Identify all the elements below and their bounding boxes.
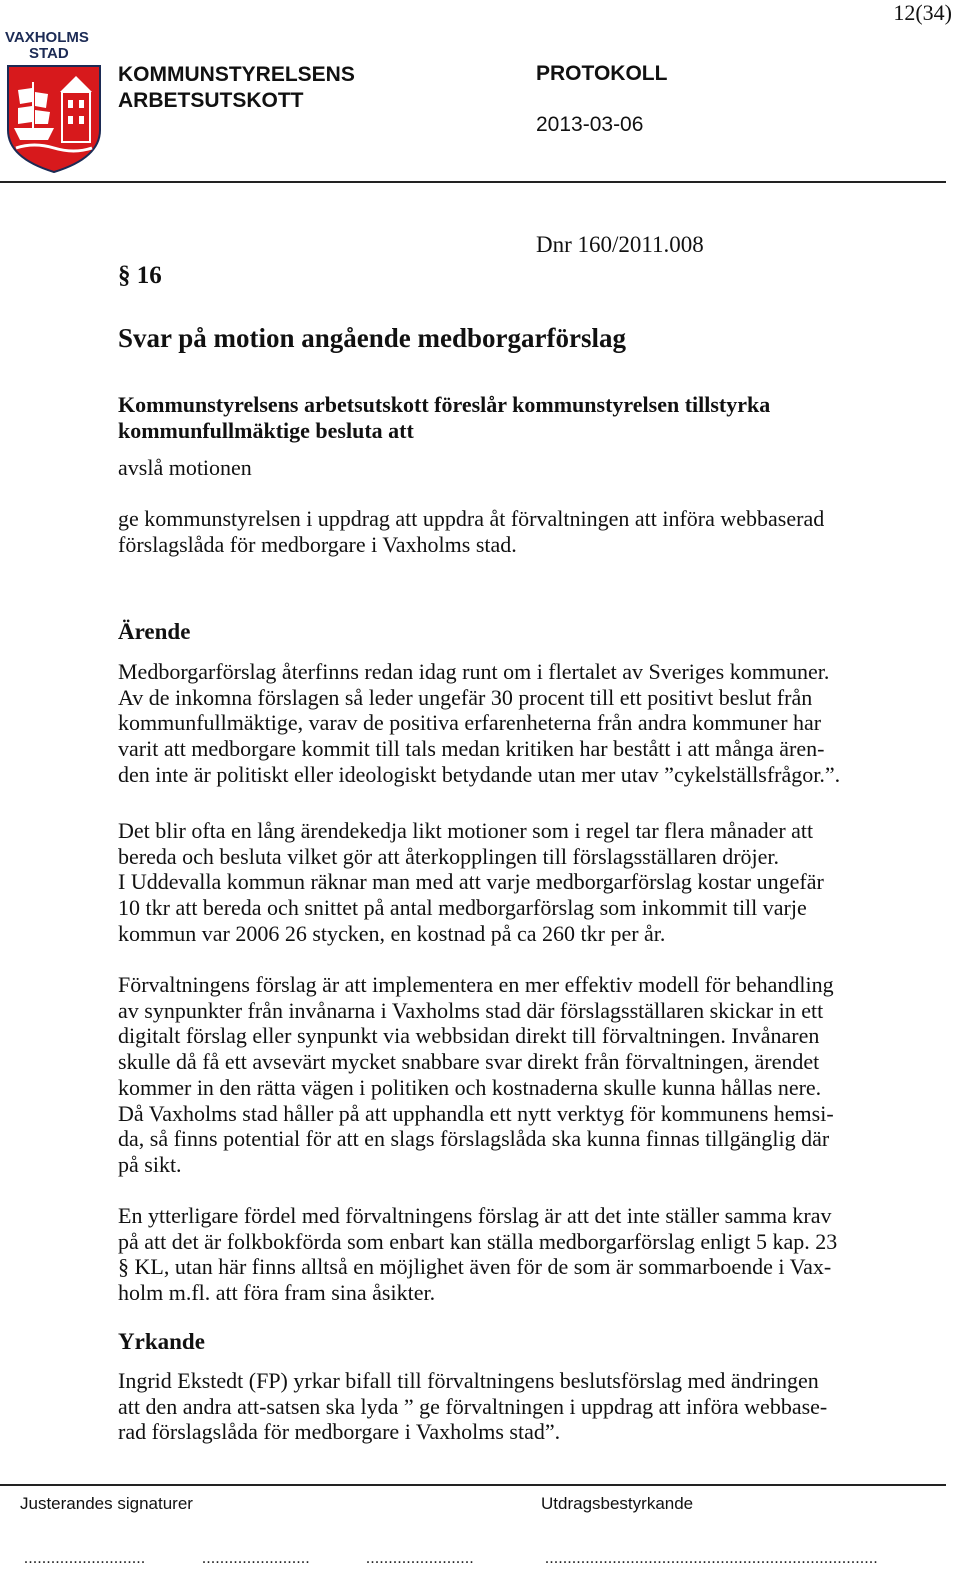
paragraph-line: varit att medborgare kommit till tals medan kritiken har bestått i att många ären- (118, 736, 825, 762)
section-heading-yrkande: Yrkande (118, 1329, 205, 1354)
decision-line: ge kommunstyrelsen i uppdrag att uppdra åt förvaltningen att införa webbaserad (118, 506, 825, 531)
paragraph-line: digitalt förslag eller synpunkt via webbsidan direkt till förvaltningen. Invånaren (118, 1023, 820, 1049)
paragraph-line: da, så finns potential för att en slags förslagslåda ska kunna finnas tillgänglig där (118, 1126, 830, 1152)
paragraph (118, 1203, 918, 1306)
paragraph-line: Då Vaxholms stad håller på att upphandla ett nytt verktyg för kommunens hemsi- (118, 1100, 834, 1126)
paragraph-line: kommer in den rätta vägen i politiken och kostnaderna skulle kunna hållas nere. (118, 1074, 822, 1100)
paragraph-line: att den andra att-satsen ska lyda ” ge förvaltningen i uppdrag att införa webbase- (118, 1393, 828, 1419)
logo-text-line2: STAD (29, 45, 69, 62)
case-number: Dnr 160/2011.008 (536, 232, 704, 257)
signature-line: ........................... (24, 1550, 146, 1567)
signature-line: ........................ (366, 1550, 474, 1567)
paragraph-line: 10 tkr att bereda och snittet på antal medborgarförslag som inkommit till varje (118, 895, 807, 921)
paragraph (118, 1368, 918, 1445)
paragraph-line: av synpunkter från invånarna i Vaxholms stad där förslagsställaren skickar in ett (118, 997, 824, 1023)
paragraph-line: bereda och besluta vilket gör att återkopplingen till förslagsställaren dröjer. (118, 843, 780, 869)
paragraph-line: holm m.fl. att föra fram sina åsikter. (118, 1280, 436, 1306)
paragraph-line: En ytterligare fördel med förvaltningens förslag är att det inte ställer samma krav (118, 1203, 832, 1228)
signature-line: ........................ (202, 1550, 310, 1567)
paragraph-line: rad förslagslåda för medborgare i Vaxholms stad”. (118, 1419, 561, 1445)
paragraph-line: på sikt. (118, 1151, 182, 1177)
paragraph-line: skulle då få ett avsevärt mycket snabbare svar direkt från förvaltningen, ärendet (118, 1049, 820, 1075)
logo-text-line1: VAXHOLMS (5, 29, 89, 46)
paragraph-line: Medborgarförslag återfinns redan idag runt om i flertalet av Sveriges kommuner. (118, 659, 830, 684)
org-name-line1: KOMMUNSTYRELSENS (118, 63, 355, 86)
organization-name (118, 62, 355, 114)
proposal-lead (118, 392, 908, 444)
section-heading-arende: Ärende (118, 619, 191, 644)
paragraph (118, 659, 918, 788)
decision-item (118, 506, 908, 558)
paragraph-number: § 16 (118, 262, 162, 289)
footer-divider (0, 1484, 946, 1486)
org-name-line2: ARBETSUTSKOTT (118, 89, 304, 112)
page-title: Svar på motion angående medborgarförslag (118, 323, 627, 353)
proposal-lead-line: Kommunstyrelsens arbetsutskott föreslår kommunstyrelsen tillstyrka (118, 392, 771, 417)
paragraph-line: kommunfullmäktige, varav de positiva erfarenheterna från andra kommuner har (118, 710, 822, 736)
extract-certification-label: Utdragsbestyrkande (541, 1494, 694, 1513)
paragraph-line: kommun var 2006 26 stycken, en kostnad på ca 260 tkr per år. (118, 920, 666, 946)
page-number: 12(34) (893, 0, 952, 25)
document-date: 2013-03-06 (536, 113, 644, 136)
proposal-lead-line: kommunfullmäktige besluta att (118, 418, 414, 443)
signatures-label: Justerandes signaturer (20, 1494, 193, 1513)
paragraph-line: den inte är politiskt eller ideologiskt betydande utan mer utav ”cykelställsfrågor.”. (118, 761, 841, 787)
paragraph (118, 818, 918, 947)
header-divider (0, 181, 946, 183)
paragraph-line: I Uddevalla kommun räknar man med att varje medborgarförslag kostar ungefär (118, 869, 824, 895)
decision-item: avslå motionen (118, 455, 252, 480)
logo-wordmark (5, 30, 89, 62)
decision-line: förslagslåda för medborgare i Vaxholms stad. (118, 532, 517, 557)
paragraph-line: Av de inkomna förslagen så leder ungefär 30 procent till ett positivt beslut från (118, 684, 813, 710)
paragraph-line: Ingrid Ekstedt (FP) yrkar bifall till förvaltningens beslutsförslag med ändringen (118, 1368, 819, 1393)
certification-line: .......................................................................... (545, 1550, 878, 1567)
paragraph (118, 972, 918, 1178)
document-type: PROTOKOLL (536, 62, 668, 85)
paragraph-line: Det blir ofta en lång ärendekedja likt motioner som i regel tar flera månader att (118, 818, 814, 843)
paragraph-line: § KL, utan här finns alltså en möjlighet även för de som är sommarboende i Vax- (118, 1254, 832, 1280)
paragraph-line: Förvaltningens förslag är att implementera en mer effektiv modell för behandling (118, 972, 834, 997)
paragraph-line: på att det är folkbokförda som enbart kan ställa medborgarförslag enligt 5 kap. 23 (118, 1228, 838, 1254)
